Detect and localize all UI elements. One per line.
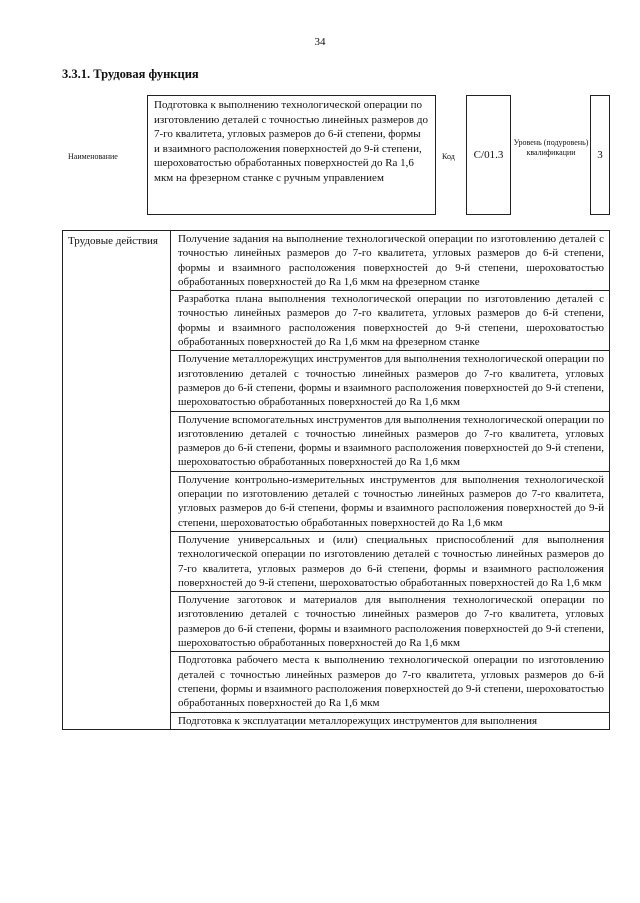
qualification-level-box: [590, 95, 610, 215]
labor-action-item: Получение металлорежущих инструментов для выполнения технологической операции по изготовлению деталей с точностью линейных размеров до 7-го квалитета, угловых размеров до 6-й степени, формы и взаимного расположения поверхностей до 9-й степени, шероховатостью обработанных поверхностей до Ra 1,6 мкм: [171, 351, 610, 411]
labor-action-item: Получение вспомогательных инструментов для выполнения технологической операции по изготовлению деталей с точностью линейных размеров до 7-го квалитета, угловых размеров до 6-й степени, формы и взаимного расположения поверхностей до 9-й степени, шероховатостью обработанных поверхностей до Ra 1,6 мкм: [171, 411, 610, 471]
labor-action-item: Подготовка рабочего места к выполнению технологической операции по изготовлению деталей с точностью линейных размеров до 7-го квалитета, угловых размеров до 6-й степени, формы и взаимного расположения поверхностей до 9-й степени, шероховатостью обработанных поверхностей до Ra 1,6 мкм: [171, 652, 610, 712]
labor-action-item: Получение универсальных и (или) специальных приспособлений для выполнения технологической операции по изготовлению деталей с точностью линейных размеров до 7-го квалитета, угловых размеров до 6-й степени, формы и взаимного расположения поверхностей до 9-й степени, шероховатостью обработанных поверхностей до Ra 1,6 мкм: [171, 531, 610, 591]
table-row: [63, 231, 610, 291]
labor-action-item: Разработка плана выполнения технологической операции по изготовлению деталей с точностью линейных размеров до 7-го квалитета, угловых размеров до 6-й степени, формы и взаимного расположения поверхностей до 9-й степени, шероховатостью обработанных поверхностей до Ra 1,6 мкм на фрезерном станке: [171, 291, 610, 351]
page-number: 34: [314, 36, 326, 48]
qualification-level-value: 3: [597, 149, 603, 161]
labor-action-item: Подготовка к эксплуатации металлорежущих инструментов для выполнения: [171, 712, 610, 729]
labor-action-item: Получение задания на выполнение технологической операции по изготовлению деталей с точностью линейных размеров до 7-го квалитета, угловых размеров до 6-й степени, формы и взаимного расположения поверхностей до 9-й степени, шероховатостью обработанных поверхностей до Ra 1,6 мкм на фрезерном станке: [171, 231, 610, 291]
code-box: [466, 95, 511, 215]
section-heading: 3.3.1. Трудовая функция: [62, 67, 199, 81]
name-label: Наименование: [68, 152, 118, 161]
labor-action-item: Получение контрольно-измерительных инструментов для выполнения технологической операции по изготовлению деталей с точностью линейных размеров до 7-го квалитета, угловых размеров до 6-й степени, формы и взаимного расположения поверхностей до 9-й степени, шероховатостью обработанных поверхностей до Ra 1,6 мкм: [171, 471, 610, 531]
code-label: Код: [442, 152, 455, 161]
labor-actions-table: [62, 230, 610, 730]
labor-action-item: Получение заготовок и материалов для выполнения технологической операции по изготовлению деталей с точностью линейных размеров до 7-го квалитета, угловых размеров до 6-й степени, формы и взаимного расположения поверхностей до 9-й степени, шероховатостью обработанных поверхностей до Ra 1,6 мкм: [171, 592, 610, 652]
code-value: C/01.3: [473, 149, 504, 161]
function-name-box: Подготовка к выполнению технологической операции по изготовлению деталей с точностью линейных размеров до 7-го квалитета, угловых размеров до 6-й степени, формы и взаимного расположения поверхностей до 9-й степени, шероховатостью обработанных поверхностей до Ra 1,6 мкм на фрезерном станке с ручным управлением: [147, 95, 436, 215]
labor-actions-label: Трудовые действия: [63, 231, 171, 730]
qualification-level-label: Уровень (подуровень) квалификации: [513, 138, 589, 157]
